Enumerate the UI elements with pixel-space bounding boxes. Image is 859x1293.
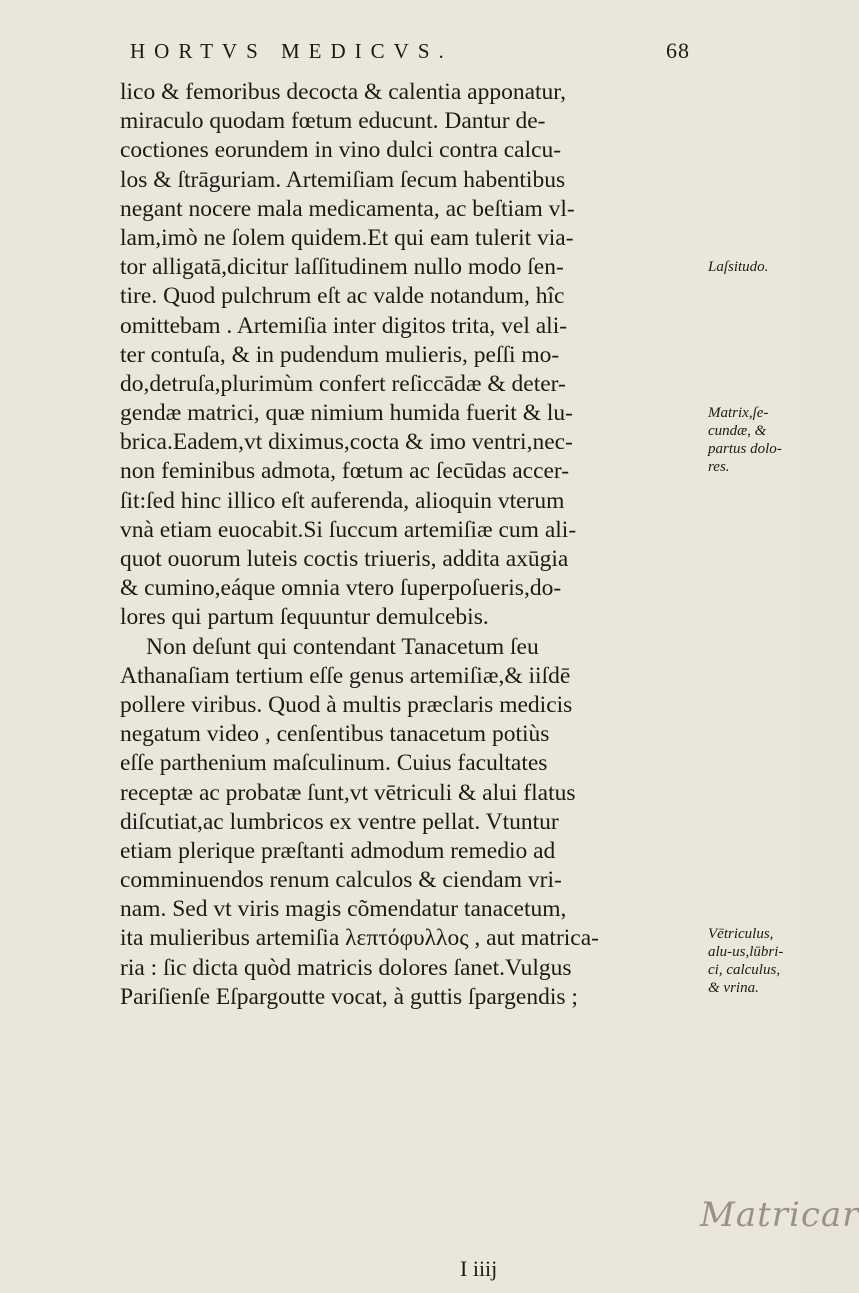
marginal-note-line: cundæ, & <box>708 423 767 439</box>
text-line: negant nocere mala medicamenta, ac beſtiam vl- <box>120 195 575 222</box>
marginal-note-line: res. <box>708 459 730 475</box>
text-line: comminuendos renum calculos & ciendam vri- <box>120 867 562 894</box>
text-line: nam. Sed vt viris magis cõmendatur tanacetum, <box>120 896 567 923</box>
handwritten-annotation: Matricar <box>700 1195 859 1235</box>
text-line: Non deſunt qui contendant Tanacetum ſeu <box>146 633 539 660</box>
text-line: vnà etiam euocabit.Si ſuccum artemiſiæ cum ali- <box>120 516 577 543</box>
text-line: lico & femoribus decocta & calentia apponatur, <box>120 79 567 105</box>
marginal-note-lassitudo <box>708 258 800 276</box>
text-line: pollere viribus. Quod à multis præclaris medicis <box>120 691 573 718</box>
text-line: gendæ matrici, quæ nimium humida fuerit & lu- <box>120 400 573 427</box>
signature-mark: I iiij <box>460 1256 498 1281</box>
text-line: & cumino,eáque omnia vtero ſuperpoſueris,do- <box>120 575 562 602</box>
text-line: Pariſienſe Eſpargoutte vocat, à guttis ſpargendis ; <box>120 983 578 1010</box>
page-number: 68 <box>666 38 690 63</box>
text-line: coctiones eorundem in vino dulci contra calcu- <box>120 137 562 164</box>
text-line: eſſe parthenium maſculinum. Cuius facultates <box>120 750 548 777</box>
text-line: miraculo quodam fœtum educunt. Dantur de- <box>120 108 546 135</box>
marginal-note-matrix <box>708 404 800 476</box>
main-text-block <box>120 78 700 1012</box>
text-line: Athanaſiam tertium eſſe genus artemiſiæ,& iiſdē <box>120 662 571 689</box>
text-line: los & ſtrāguriam. Artemiſiam ſecum habentibus <box>120 166 566 193</box>
text-line: lores qui partum ſequuntur demulcebis. <box>120 604 489 631</box>
running-title: HORTVS MEDICVS. <box>130 39 453 63</box>
text-line: ria : ſic dicta quòd matricis dolores ſanet.Vulgus <box>120 954 572 981</box>
marginal-note-line: Vētriculus, <box>708 926 774 942</box>
running-head <box>130 38 690 64</box>
marginal-note-ventriculus <box>708 925 800 997</box>
text-line: etiam plerique præſtanti admodum remedio ad <box>120 837 556 864</box>
text-line: ita mulieribus artemiſia λεπτόφυλλος , aut matrica- <box>120 925 599 952</box>
text-line: tor alligatā,dicitur laſſitudinem nullo modo ſen- <box>120 254 564 281</box>
text-line: ſit:ſed hinc illico eſt auferenda, alioquin vterum <box>120 487 565 514</box>
text-line: receptæ ac probatæ ſunt,vt vētriculi & alui flatus <box>120 779 576 806</box>
marginal-note-line: alu-us,lūbri- <box>708 944 784 960</box>
marginal-note-line: partus dolo- <box>708 441 782 457</box>
text-line: brica.Eadem,vt diximus,cocta & imo ventri,nec- <box>120 429 573 456</box>
text-line: diſcutiat,ac lumbricos ex ventre pellat. Vtuntur <box>120 808 559 835</box>
text-line: quot ouorum luteis coctis triueris, addita axūgia <box>120 546 569 572</box>
marginal-note-line: Matrix,ſe- <box>708 405 769 421</box>
text-line: tire. Quod pulchrum eſt ac valde notandum, hîc <box>120 283 565 310</box>
text-line: non feminibus admota, fœtum ac ſecūdas accer- <box>120 458 570 485</box>
marginal-note-line: & vrina. <box>708 980 759 996</box>
marginal-note-line: Laſsitudo. <box>708 259 769 275</box>
text-line: omittebam . Artemiſia inter digitos trita, vel ali- <box>120 312 568 339</box>
text-line: do,detruſa,plurimùm confert reſiccādæ & deter- <box>120 370 566 397</box>
text-line: negatum video , cenſentibus tanacetum potiùs <box>120 721 550 748</box>
text-line: lam,imò ne ſolem quidem.Et qui eam tulerit via- <box>120 224 574 251</box>
marginal-note-line: ci, calculus, <box>708 962 781 978</box>
text-line: ter contuſa, & in pudendum mulieris, peſſi mo- <box>120 341 560 368</box>
